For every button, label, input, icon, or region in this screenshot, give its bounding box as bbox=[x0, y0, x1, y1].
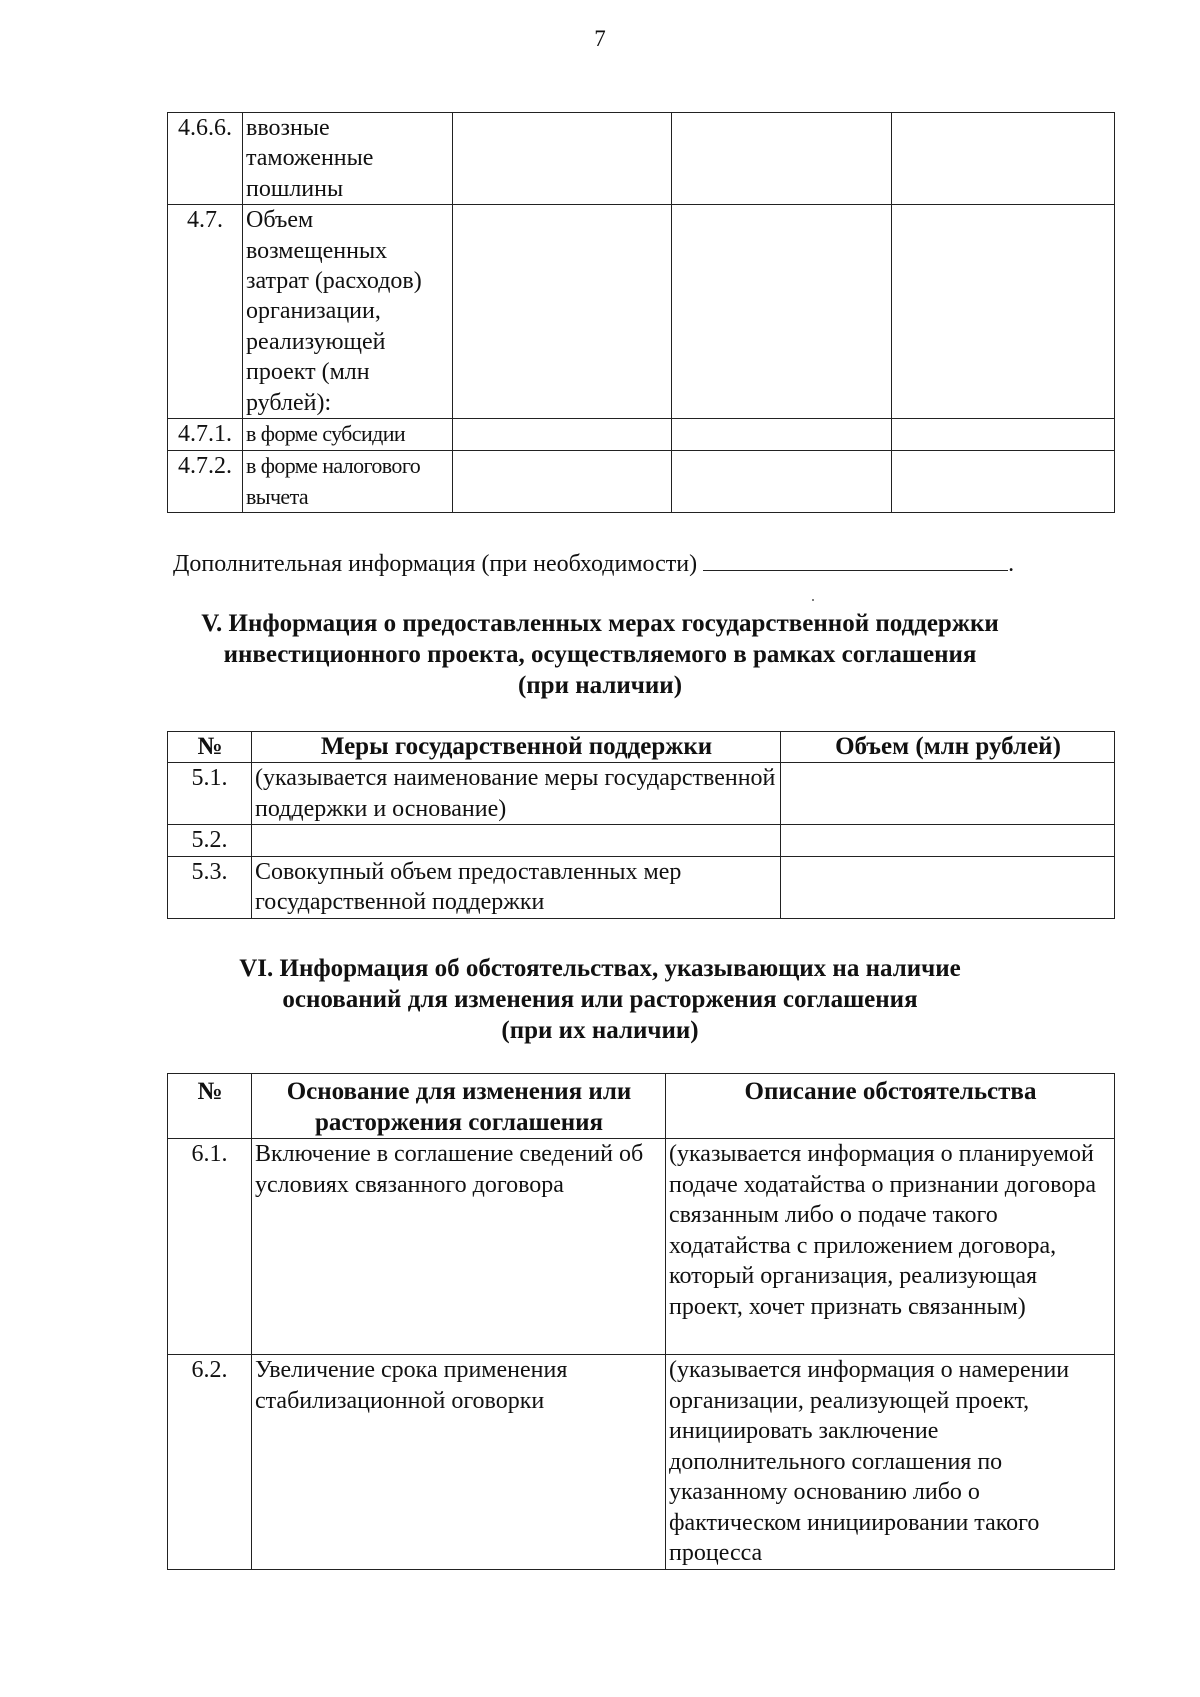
empty-cell bbox=[672, 113, 892, 205]
section-6-title-line-3: (при их наличии) bbox=[501, 1017, 699, 1044]
row-label: Объем возмещенных затрат (расходов) организации, реализующей проект (млн рублей): bbox=[243, 205, 453, 419]
additional-info-end: . bbox=[1008, 551, 1015, 577]
empty-cell bbox=[453, 419, 672, 451]
row-number: 6.1. bbox=[168, 1139, 252, 1355]
row-label: в форме субсидии bbox=[243, 419, 453, 451]
table-row bbox=[168, 205, 1115, 419]
table-row bbox=[168, 825, 1115, 857]
table-row bbox=[168, 113, 1115, 205]
row-number: 4.7. bbox=[168, 205, 243, 419]
column-header-basis: Основание для изменения или расторжения соглашения bbox=[252, 1074, 666, 1139]
row-basis: Включение в соглашение сведений об условиях связанного договора bbox=[252, 1139, 666, 1355]
table-row bbox=[168, 1139, 1115, 1355]
empty-cell bbox=[672, 419, 892, 451]
row-value bbox=[781, 856, 1115, 918]
table-header-row bbox=[168, 732, 1115, 763]
scan-speck bbox=[812, 599, 814, 601]
row-value bbox=[781, 763, 1115, 825]
row-basis: Увеличение срока применения стабилизационной оговорки bbox=[252, 1355, 666, 1570]
circumstances-table bbox=[167, 1073, 1115, 1570]
empty-cell bbox=[453, 205, 672, 419]
table-row bbox=[168, 856, 1115, 918]
empty-cell bbox=[672, 451, 892, 513]
section-5-heading bbox=[0, 608, 1200, 701]
empty-cell bbox=[892, 113, 1115, 205]
empty-cell bbox=[892, 419, 1115, 451]
table-row bbox=[168, 419, 1115, 451]
section-5-title-line-2: инвестиционного проекта, осуществляемого в рамках соглашения bbox=[223, 641, 977, 668]
row-text bbox=[252, 825, 781, 857]
row-description: (указывается информация о намерении организации, реализующей проект, инициировать заключение дополнительного соглашения по указанному основанию либо о фактическом инициировании такого процесса bbox=[666, 1355, 1115, 1570]
empty-cell bbox=[453, 113, 672, 205]
row-number: 5.2. bbox=[168, 825, 252, 857]
column-header-measures: Меры государственной поддержки bbox=[252, 732, 781, 763]
row-text: (указывается наименование меры государственной поддержки и основание) bbox=[252, 763, 781, 825]
investment-table-continuation bbox=[167, 112, 1115, 513]
section-6-title-line-2: оснований для изменения или расторжения соглашения bbox=[282, 986, 918, 1013]
empty-cell bbox=[892, 451, 1115, 513]
row-label: в форме налогового вычета bbox=[243, 451, 453, 513]
column-header-volume: Объем (млн рублей) bbox=[781, 732, 1115, 763]
support-measures-table bbox=[167, 731, 1115, 919]
empty-cell bbox=[672, 205, 892, 419]
section-6-title-line-1: VI. Информация об обстоятельствах, указывающих на наличие bbox=[239, 955, 961, 982]
row-number: 4.6.6. bbox=[168, 113, 243, 205]
row-label: ввозные таможенные пошлины bbox=[243, 113, 453, 205]
fill-in-blank[interactable] bbox=[703, 548, 1008, 571]
table-header-row bbox=[168, 1074, 1115, 1139]
additional-info-label: Дополнительная информация (при необходимости) bbox=[173, 551, 698, 577]
section-5-title-line-3: (при наличии) bbox=[517, 672, 683, 699]
row-number: 4.7.1. bbox=[168, 419, 243, 451]
table-row bbox=[168, 763, 1115, 825]
table-row bbox=[168, 1355, 1115, 1570]
column-header-number: № bbox=[168, 732, 252, 763]
table-row bbox=[168, 451, 1115, 513]
section-5-title-line-1: V. Информация о предоставленных мерах государственной поддержки bbox=[201, 610, 999, 637]
empty-cell bbox=[892, 205, 1115, 419]
row-number: 5.1. bbox=[168, 763, 252, 825]
row-number: 5.3. bbox=[168, 856, 252, 918]
column-header-description: Описание обстоятельства bbox=[666, 1074, 1115, 1139]
column-header-number: № bbox=[168, 1074, 252, 1139]
row-description: (указывается информация о планируемой подаче ходатайства о признании договора связанным либо о подаче такого ходатайства с приложением договора, который организация, реализующая проект, хочет признать связанным) bbox=[666, 1139, 1115, 1355]
row-number: 6.2. bbox=[168, 1355, 252, 1570]
empty-cell bbox=[453, 451, 672, 513]
row-value bbox=[781, 825, 1115, 857]
section-6-heading bbox=[0, 953, 1200, 1046]
additional-info-line bbox=[173, 548, 1014, 578]
row-number: 4.7.2. bbox=[168, 451, 243, 513]
page-number: 7 bbox=[594, 26, 606, 51]
row-text: Совокупный объем предоставленных мер государственной поддержки bbox=[252, 856, 781, 918]
